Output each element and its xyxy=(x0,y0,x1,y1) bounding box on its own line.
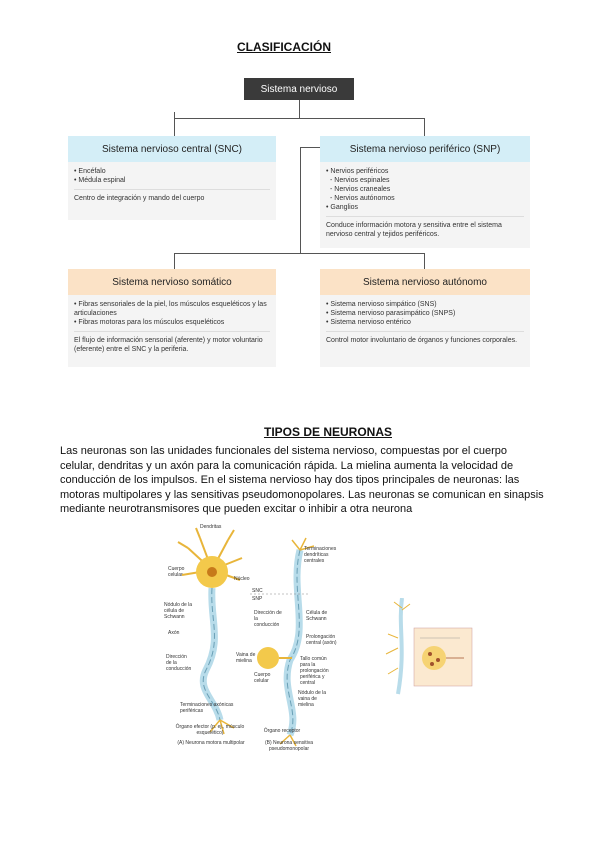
neuronas-title: TIPOS DE NEURONAS xyxy=(263,425,392,439)
label-cuerpo: Cuerpo celular xyxy=(168,566,185,578)
somatico-desc: El flujo de información sensorial (aferente) y motor voluntario (eferente) entre el SNC y la periferia. xyxy=(74,331,270,354)
somatico-item: • Fibras motoras para los músculos esqueléticos xyxy=(74,319,225,326)
connector xyxy=(300,147,320,148)
label-cuerpo2: Cuerpo celular xyxy=(254,672,271,684)
connector xyxy=(174,253,175,269)
snc-item: • Encéfalo xyxy=(74,168,106,175)
label-organo-efector: Órgano efector (p. ej., músculo esquelético) xyxy=(175,724,245,736)
snp-item: • Nervios periféricos xyxy=(326,168,389,175)
label-nodulo2: Nódulo de la vaina de mielina xyxy=(298,690,327,708)
snp-desc: Conduce información motora y sensitiva entre el sistema nervioso central y tejidos periféricos. xyxy=(326,216,524,239)
autonomo-desc: Control motor involuntario de órganos y funciones corporales. xyxy=(326,331,524,345)
somatico-header: Sistema nervioso somático xyxy=(68,269,276,295)
label-terminales-axon: Terminaciones axónicas periféricas xyxy=(180,702,234,714)
connector xyxy=(174,118,424,119)
label-direccion2: Dirección de la conducción xyxy=(254,610,282,628)
snc-desc: Centro de integración y mando del cuerpo xyxy=(74,189,270,203)
label-dendritas: Dendritas xyxy=(200,524,222,530)
autonomo-item: • Sistema nervioso simpático (SNS) xyxy=(326,301,437,308)
label-snp: SNP xyxy=(252,596,263,602)
label-terminaciones: Terminaciones dendríticas centrales xyxy=(304,546,337,564)
label-snc: SNC xyxy=(252,588,263,594)
autonomo-item: • Sistema nervioso entérico xyxy=(326,319,411,326)
connector xyxy=(424,118,425,136)
snc-body xyxy=(68,162,276,220)
synapse-figure xyxy=(384,598,474,696)
nucleus-icon xyxy=(207,567,217,577)
snp-header: Sistema nervioso periférico (SNP) xyxy=(320,136,530,162)
connector xyxy=(174,112,175,136)
label-prolongacion: Prolongación central (axón) xyxy=(306,634,337,646)
snp-item: - Nervios espinales xyxy=(330,177,390,184)
neuronas-paragraph: Las neuronas son las unidades funcionales del sistema nervioso, compuestas por el cuerpo celular, dendritas y un axón para la comunicación rápida. La mielina aumenta la velocidad de conducción de los impulsos. En el sistema nervioso hay dos tipos principales de neuronas: las motoras multipolares y las sensitivas pseudomonopolares. Las neuronas se comunican en sinapsis mediante neurotransmisores que pueden excitar o inhibir a otra neurona xyxy=(60,445,544,515)
snp-item: - Nervios autónomos xyxy=(330,195,395,202)
root-node-sistema-nervioso: Sistema nervioso xyxy=(244,78,354,100)
connector xyxy=(424,253,425,269)
autonomo-item: • Sistema nervioso parasimpático (SNPS) xyxy=(326,310,456,317)
label-axon: Axón xyxy=(168,630,180,636)
autonomo-body xyxy=(320,295,530,367)
snc-item: • Médula espinal xyxy=(74,177,126,184)
label-neurona-sensitiva: (B) Neurona sensitiva pseudomonopolar xyxy=(264,740,314,752)
label-tallo: Tallo común para la prolongación periférica y central xyxy=(300,656,329,686)
snp-body xyxy=(320,162,530,248)
axon-icon xyxy=(203,588,220,720)
snp-item: - Nervios craneales xyxy=(330,186,391,193)
autonomo-header: Sistema nervioso autónomo xyxy=(320,269,530,295)
label-nodulo: Nódulo de la célula de Schwann xyxy=(164,602,193,620)
label-organo-receptor: Órgano receptor xyxy=(263,728,301,734)
label-direccion: Dirección de la conducción xyxy=(166,654,192,672)
label-vaina: Vaina de mielina xyxy=(236,652,256,664)
connector xyxy=(174,253,424,254)
label-neurona-motora: (A) Neurona motora multipolar xyxy=(177,740,245,746)
synapse-bouton-icon xyxy=(422,646,446,670)
label-schwann: Célula de Schwann xyxy=(306,610,328,622)
classification-title: CLASIFICACIÓN xyxy=(237,40,331,54)
label-nucleo: Núcleo xyxy=(234,576,250,582)
somatico-item: • Fibras sensoriales de la piel, los músculos esqueléticos y las articulaciones xyxy=(74,301,267,317)
somatico-body xyxy=(68,295,276,367)
snp-item: • Ganglios xyxy=(326,204,359,211)
snc-header: Sistema nervioso central (SNC) xyxy=(68,136,276,162)
connector xyxy=(300,147,301,253)
connector xyxy=(299,100,300,118)
